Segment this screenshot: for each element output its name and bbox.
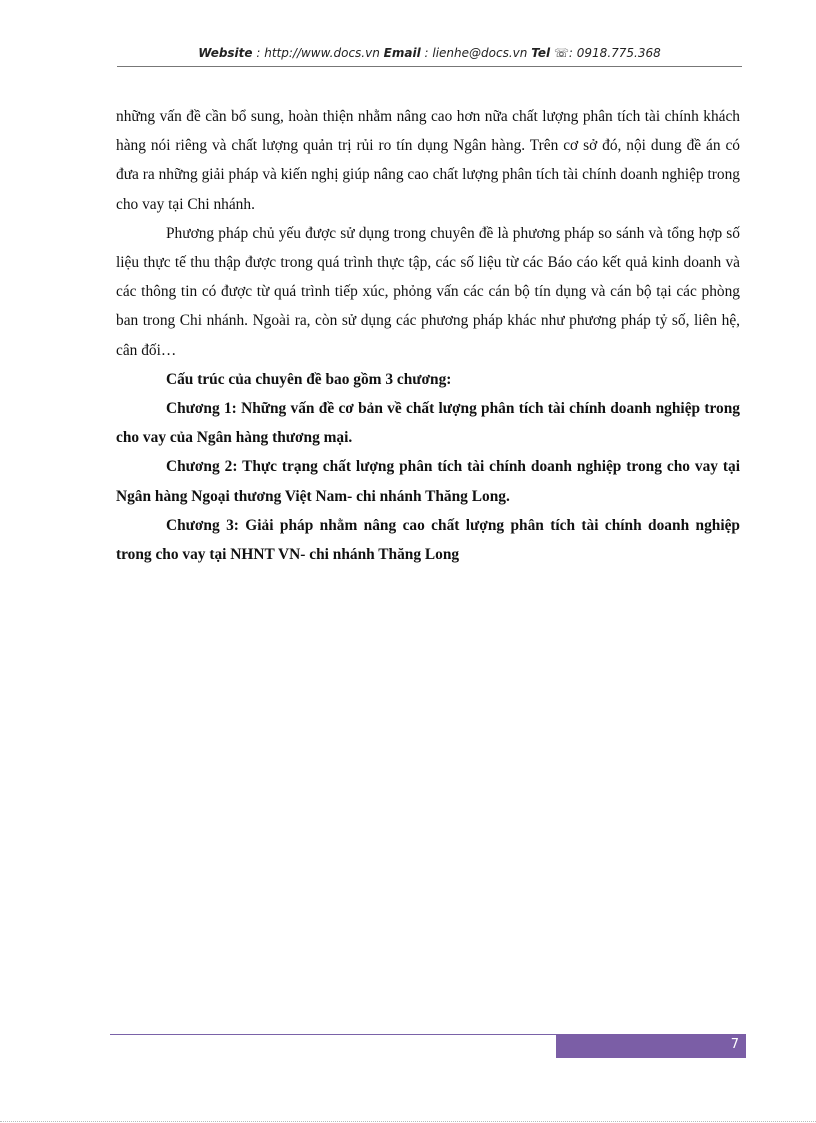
document-body	[116, 102, 740, 569]
website-label: Website	[198, 46, 253, 60]
page-number: 7	[730, 1037, 739, 1052]
page-header	[117, 46, 742, 60]
page-bottom-border	[0, 1121, 816, 1122]
paragraph-intro: những vấn đề cần bổ sung, hoàn thiện nhằm nâng cao hơn nữa chất lượng phân tích tài chính khách hàng nói riêng và chất lượng quản trị rủi ro tín dụng Ngân hàng. Trên cơ sở đó, nội dung đề án có đưa ra những giải pháp và kiến nghị giúp nâng cao chất lượng phân tích tài chính doanh nghiệp trong cho vay tại Chi nhánh.	[116, 108, 740, 213]
chapter-3: Chương 3: Giải pháp nhằm nâng cao chất lượng phân tích tài chính doanh nghiệp trong cho vay tại NHNT VN- chi nhánh Thăng Long	[116, 516, 740, 564]
telephone-icon: ☏	[553, 46, 569, 60]
structure-title: Cấu trúc của chuyên đề bao gồm 3 chương:	[166, 370, 452, 388]
footer-divider	[110, 1034, 556, 1035]
email-value: : lienhe@docs.vn	[424, 46, 528, 60]
header-divider	[117, 66, 742, 67]
tel-label: Tel	[531, 46, 551, 60]
website-value: : http://www.docs.vn	[256, 46, 380, 60]
paragraph-method: Phương pháp chủ yếu được sử dụng trong chuyên đề là phương pháp so sánh và tổng hợp số liệu thực tế thu thập được trong quá trình thực tập, các số liệu từ các Báo cáo kết quả kinh doanh và các thông tin có được từ quá trình tiếp xúc, phỏng vấn các cán bộ tín dụng và cán bộ tại các phòng ban trong Chi nhánh. Ngoài ra, còn sử dụng các phương pháp khác như phương pháp tỷ số, liên hệ, cân đối…	[116, 224, 740, 359]
chapter-2: Chương 2: Thực trạng chất lượng phân tích tài chính doanh nghiệp trong cho vay tại Ngân hàng Ngoại thương Việt Nam- chi nhánh Thăng Long.	[116, 458, 740, 505]
page-number-box	[556, 1034, 746, 1058]
chapter-1: Chương 1: Những vấn đề cơ bản về chất lượng phân tích tài chính doanh nghiệp trong cho vay của Ngân hàng thương mại.	[116, 400, 740, 447]
tel-value: : 0918.775.368	[568, 46, 661, 60]
email-label: Email	[383, 46, 421, 60]
